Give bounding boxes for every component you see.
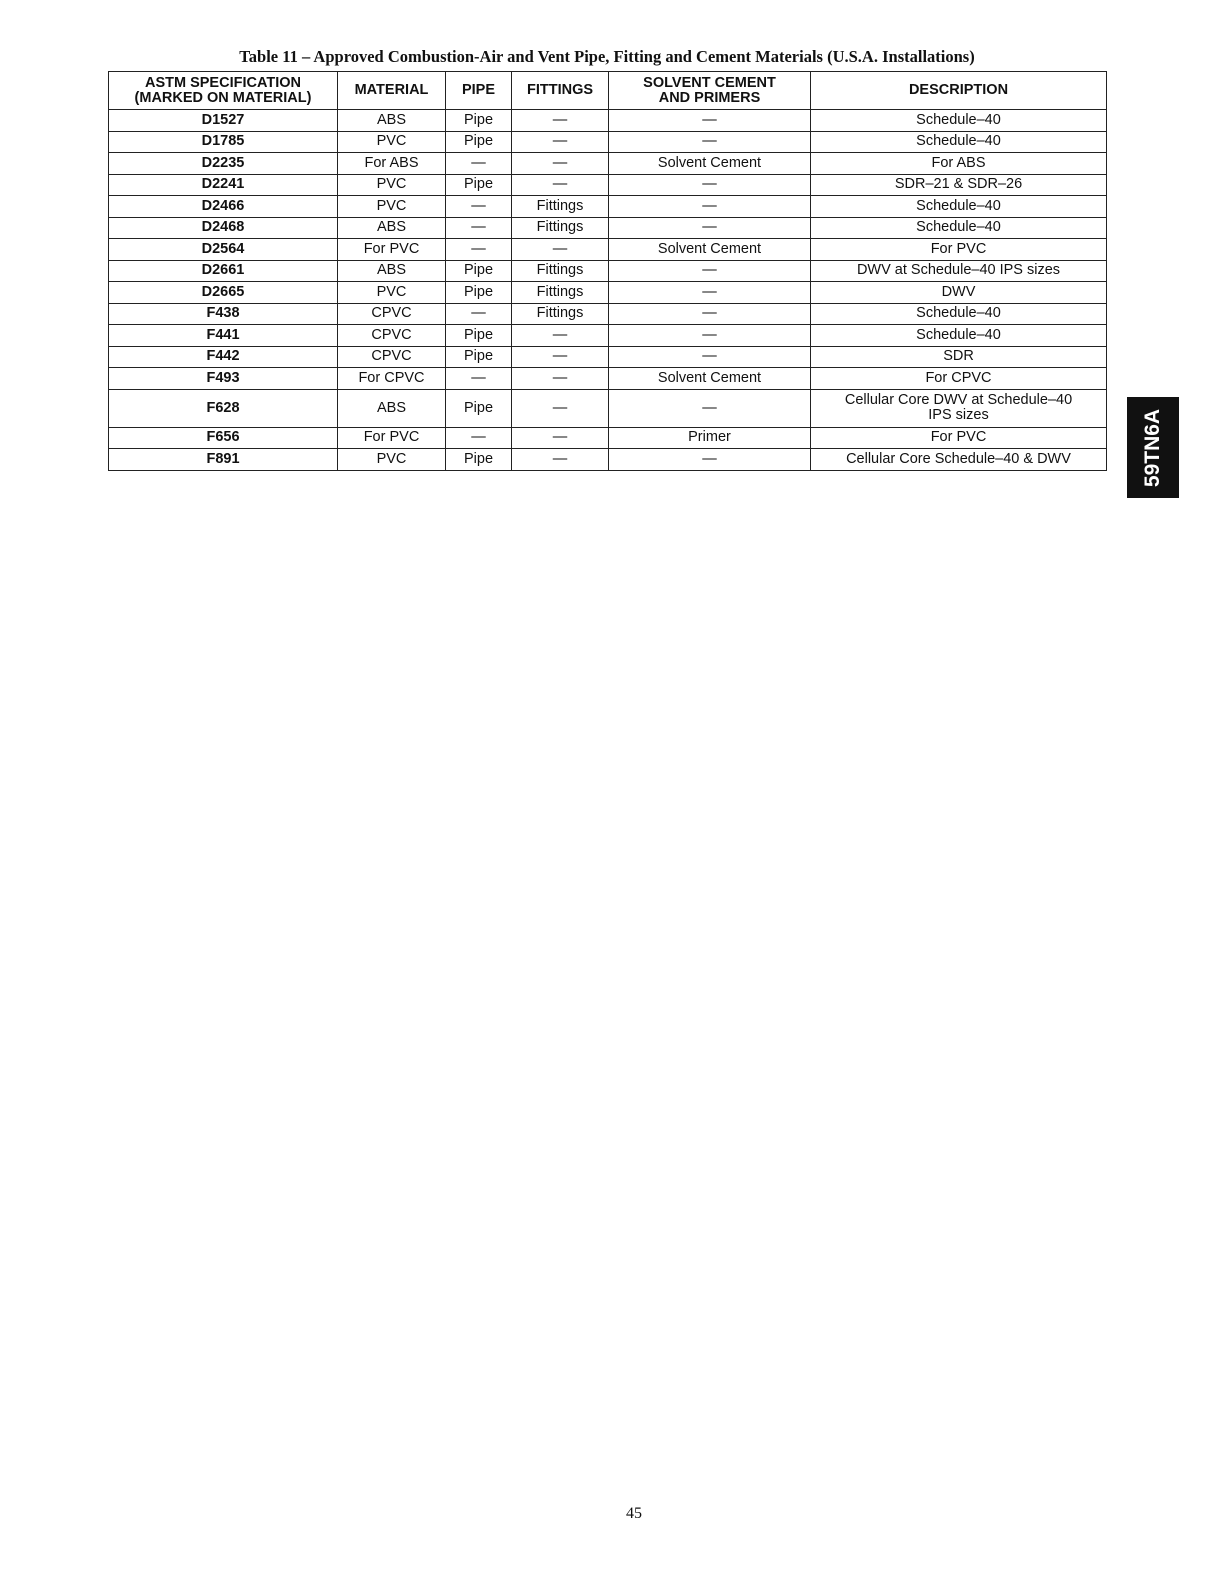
- cell-description: Schedule–40: [811, 217, 1107, 239]
- cell-pipe: —: [446, 427, 512, 449]
- header-fittings: FITTINGS: [512, 72, 609, 110]
- model-side-tab-label: 59TN6A: [1141, 408, 1165, 487]
- cell-spec: F493: [109, 368, 338, 390]
- table-row: [109, 346, 1107, 368]
- cell-cement: —: [609, 325, 811, 347]
- table-row: [109, 260, 1107, 282]
- header-description: DESCRIPTION: [811, 72, 1107, 110]
- cell-description: SDR: [811, 346, 1107, 368]
- cell-fittings: Fittings: [512, 282, 609, 304]
- cell-pipe: Pipe: [446, 282, 512, 304]
- header-spec-line2: (MARKED ON MATERIAL): [134, 89, 312, 106]
- cell-material: PVC: [338, 449, 446, 471]
- header-material: MATERIAL: [338, 72, 446, 110]
- cell-fittings: —: [512, 131, 609, 153]
- table-row: [109, 153, 1107, 175]
- cell-cement: —: [609, 260, 811, 282]
- table-row: [109, 239, 1107, 261]
- cell-pipe: Pipe: [446, 174, 512, 196]
- cell-material: For ABS: [338, 153, 446, 175]
- cell-fittings: Fittings: [512, 217, 609, 239]
- cell-spec: D1527: [109, 110, 338, 132]
- table-row: [109, 325, 1107, 347]
- cell-pipe: Pipe: [446, 389, 512, 427]
- cell-description: For CPVC: [811, 368, 1107, 390]
- cell-description: Schedule–40: [811, 196, 1107, 218]
- cell-description: Schedule–40: [811, 110, 1107, 132]
- materials-table: [108, 71, 1107, 471]
- table-row: [109, 389, 1107, 427]
- table-title: Table 11 – Approved Combustion-Air and Vent Pipe, Fitting and Cement Materials (U.S.A. Installations): [239, 47, 975, 66]
- cell-spec: D2468: [109, 217, 338, 239]
- cell-fittings: —: [512, 346, 609, 368]
- cell-pipe: Pipe: [446, 131, 512, 153]
- cell-fittings: —: [512, 153, 609, 175]
- cell-pipe: —: [446, 217, 512, 239]
- cell-material: ABS: [338, 217, 446, 239]
- header-solvent-cement: [609, 72, 811, 110]
- cell-cement: —: [609, 389, 811, 427]
- cell-cement: —: [609, 131, 811, 153]
- cell-material: For PVC: [338, 239, 446, 261]
- cell-fittings: —: [512, 110, 609, 132]
- cell-fittings: Fittings: [512, 260, 609, 282]
- cell-fittings: —: [512, 368, 609, 390]
- table-row: [109, 110, 1107, 132]
- cell-spec: D2665: [109, 282, 338, 304]
- cell-material: PVC: [338, 196, 446, 218]
- cell-fittings: —: [512, 239, 609, 261]
- cell-spec: F891: [109, 449, 338, 471]
- cell-material: PVC: [338, 282, 446, 304]
- table-row: [109, 449, 1107, 471]
- table-row: [109, 174, 1107, 196]
- cell-material: CPVC: [338, 303, 446, 325]
- cell-spec: F441: [109, 325, 338, 347]
- cell-description: [811, 389, 1107, 427]
- cell-fittings: —: [512, 427, 609, 449]
- cell-material: ABS: [338, 389, 446, 427]
- cell-pipe: —: [446, 153, 512, 175]
- cell-description: Schedule–40: [811, 303, 1107, 325]
- cell-description: Schedule–40: [811, 325, 1107, 347]
- cell-description: For ABS: [811, 153, 1107, 175]
- cell-fittings: —: [512, 174, 609, 196]
- cell-pipe: —: [446, 239, 512, 261]
- cell-pipe: Pipe: [446, 449, 512, 471]
- table-row: [109, 217, 1107, 239]
- cell-material: PVC: [338, 131, 446, 153]
- cell-pipe: Pipe: [446, 325, 512, 347]
- cell-cement: Solvent Cement: [609, 239, 811, 261]
- cell-description: For PVC: [811, 239, 1107, 261]
- cell-description: SDR–21 & SDR–26: [811, 174, 1107, 196]
- cell-material: CPVC: [338, 346, 446, 368]
- cell-spec: D1785: [109, 131, 338, 153]
- header-spec-line1: ASTM SPECIFICATION: [144, 74, 301, 91]
- table-row: [109, 196, 1107, 218]
- cell-pipe: —: [446, 196, 512, 218]
- cell-spec: F438: [109, 303, 338, 325]
- cell-pipe: Pipe: [446, 110, 512, 132]
- cell-fittings: —: [512, 325, 609, 347]
- cell-cement: —: [609, 174, 811, 196]
- cell-material: ABS: [338, 110, 446, 132]
- cell-cement: —: [609, 282, 811, 304]
- cell-cement: —: [609, 196, 811, 218]
- header-astm-specification: [109, 72, 338, 110]
- cell-cement: —: [609, 217, 811, 239]
- cell-description: DWV at Schedule–40 IPS sizes: [811, 260, 1107, 282]
- header-pipe: PIPE: [446, 72, 512, 110]
- description-line1: Cellular Core DWV at Schedule–40: [844, 392, 1073, 408]
- cell-fittings: —: [512, 449, 609, 471]
- cell-material: PVC: [338, 174, 446, 196]
- cell-spec: D2661: [109, 260, 338, 282]
- table-row: [109, 427, 1107, 449]
- cell-spec: D2235: [109, 153, 338, 175]
- cell-pipe: —: [446, 368, 512, 390]
- cell-fittings: Fittings: [512, 196, 609, 218]
- cell-pipe: Pipe: [446, 260, 512, 282]
- cell-cement: Primer: [609, 427, 811, 449]
- cell-spec: D2241: [109, 174, 338, 196]
- cell-description: DWV: [811, 282, 1107, 304]
- cell-pipe: Pipe: [446, 346, 512, 368]
- cell-material: ABS: [338, 260, 446, 282]
- cell-spec: D2466: [109, 196, 338, 218]
- cell-spec: D2564: [109, 239, 338, 261]
- cell-cement: —: [609, 449, 811, 471]
- cell-cement: Solvent Cement: [609, 368, 811, 390]
- cell-description: For PVC: [811, 427, 1107, 449]
- description-line2: IPS sizes: [928, 407, 989, 423]
- table-row: [109, 303, 1107, 325]
- header-cement-line1: SOLVENT CEMENT: [643, 74, 776, 91]
- table-row: [109, 282, 1107, 304]
- table-row: [109, 368, 1107, 390]
- cell-material: For PVC: [338, 427, 446, 449]
- table-header-row: [109, 72, 1107, 110]
- table-row: [109, 131, 1107, 153]
- cell-cement: —: [609, 110, 811, 132]
- cell-fittings: Fittings: [512, 303, 609, 325]
- cell-fittings: —: [512, 389, 609, 427]
- cell-spec: F656: [109, 427, 338, 449]
- cell-description: Schedule–40: [811, 131, 1107, 153]
- header-cement-line2: AND PRIMERS: [658, 89, 761, 106]
- cell-material: CPVC: [338, 325, 446, 347]
- page-number: 45: [626, 1505, 642, 1522]
- cell-material: For CPVC: [338, 368, 446, 390]
- cell-pipe: —: [446, 303, 512, 325]
- cell-cement: Solvent Cement: [609, 153, 811, 175]
- cell-spec: F628: [109, 389, 338, 427]
- cell-cement: —: [609, 303, 811, 325]
- cell-cement: —: [609, 346, 811, 368]
- model-side-tab: [1127, 397, 1179, 498]
- cell-spec: F442: [109, 346, 338, 368]
- cell-description: Cellular Core Schedule–40 & DWV: [811, 449, 1107, 471]
